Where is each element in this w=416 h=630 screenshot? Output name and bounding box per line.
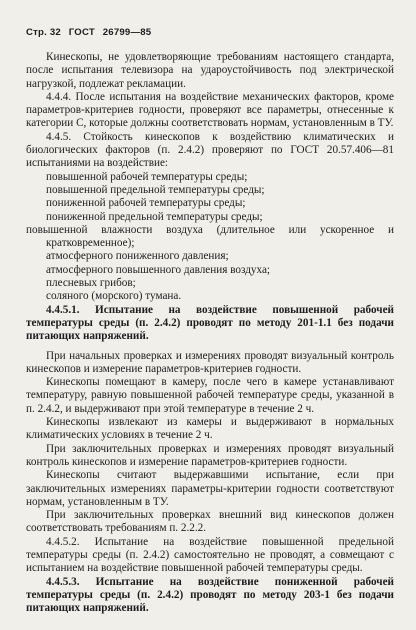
paragraph: При заключительных проверках и измерениях проводят визуальный контроль кинескопов и измерение параметров-критериев годности. [26, 442, 394, 468]
list-item: повышенной рабочей температуры среды; [46, 170, 248, 183]
list-item: пониженной предельной температуры среды; [46, 210, 263, 223]
paragraph-4-4-5-2: 4.4.5.2. Испытание на воздействие повышенной предельной температуры среды (п. 2.4.2) самостоятельно не проводят, а совмещают с испытанием на воздействие повышенной рабочей температуры среды. [26, 535, 394, 575]
standard-number: 26799— [102, 27, 141, 38]
page-number: Стр. 32 [26, 27, 61, 38]
list-item: пониженной рабочей температуры среды; [46, 197, 246, 210]
paragraph-4-4-5-3: 4.4.5.3. Испытание на воздействие пониженной рабочей температуры среды (п. 2.4.2) проводят по методу 203-1 без подачи питающих напряжений. [26, 575, 394, 615]
paragraph: Кинескопы считают выдержавшими испытание, если при заключительных измерениях параметры-критерии годности соответствуют нормам, установленным в ТУ. [26, 469, 394, 508]
paragraph-4-4-4: 4.4.4. После испытания на воздействие механических факторов, кроме параметров-критериев годности, проверяют все параметры, отнесенные к категории С, которые должны соответствовать нормам, установленным в ТУ. [26, 90, 394, 130]
paragraph-4-4-5-1: 4.4.5.1. Испытание на воздействие повышенной рабочей температуры среды (п. 2.4.2) проводят по методу 201-1.1 без подачи питающих напряжений. [26, 303, 394, 343]
list-item: атмосферного пониженного давления; [46, 250, 229, 263]
paragraph: При начальных проверках и измерениях проводят визуальный контроль кинескопов и измерение параметров-критериев годности. [26, 349, 394, 375]
standard-label: ГОСТ [68, 27, 95, 38]
list-item: атмосферного повышенного давления воздуха; [46, 263, 271, 276]
paragraph-4-4-5: 4.4.5. Стойкость кинескопов к воздействию климатических и биологических факторов (п. 2.4.2) проверяют по ГОСТ 20.57.406—81 испытаниями на воздействие: [26, 130, 394, 170]
paragraph: При заключительных проверках внешний вид кинескопов должен соответствовать требованиям п. 2.2.2. [26, 509, 394, 535]
paragraph: Кинескопы извлекают из камеры и выдерживают в нормальных климатических условиях в течение 2 ч. [26, 416, 394, 442]
list-item: соляного (морского) тумана. [46, 290, 182, 303]
standard-year: 85 [140, 27, 152, 38]
list-item: повышенной предельной температуры среды; [46, 183, 265, 196]
paragraph: Кинескопы, не удовлетворяющие требованиям настоящего стандарта, после испытания телевизора на удароустойчивость под электрической нагрузкой, подлежат рекламации. [26, 51, 394, 90]
page-header [26, 27, 394, 38]
paragraph: Кинескопы помещают в камеру, после чего в камере устанавливают температуру, равную повышенной рабочей температуре среды, указанной в п. 2.4.2, и выдерживают при этой температуре в течение 2 ч. [26, 376, 394, 415]
list-item: плесневых грибов; [46, 277, 136, 290]
document-body [26, 51, 394, 615]
list-item: повышенной влажности воздуха (длительное или ускоренное и кратковременное); [26, 223, 394, 250]
